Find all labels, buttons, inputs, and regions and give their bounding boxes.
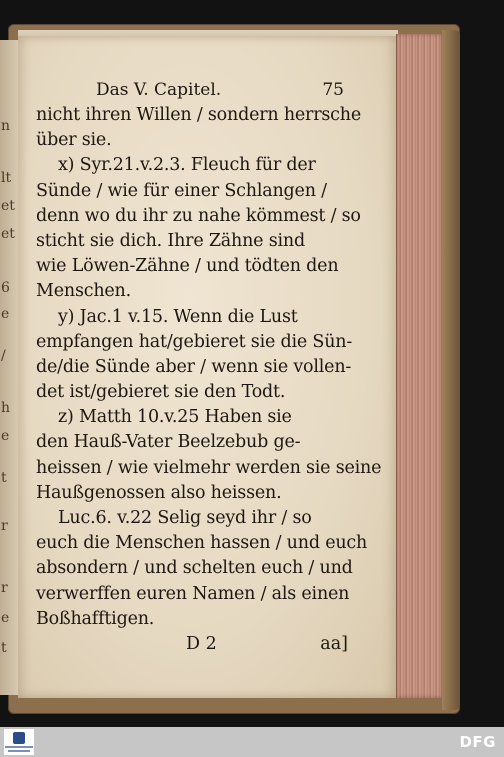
catchword: aa] (320, 634, 348, 654)
page-footer-marks (36, 634, 348, 660)
page-number: 75 (322, 80, 344, 100)
left-page-margin (0, 110, 18, 670)
text-line: Haußgenossen also heissen. (36, 482, 282, 503)
text-line: y) Jac.1 v.15. Wenn die Lust (58, 306, 298, 327)
logo-text-line (5, 746, 33, 748)
library-emblem-icon (13, 732, 25, 744)
text-line: Boßhafftigen. (36, 608, 155, 629)
cover-edge (442, 30, 460, 710)
left-page-fragment: t (1, 640, 7, 656)
left-page-fragment: n (1, 118, 11, 134)
page-text (36, 78, 382, 632)
text-line: z) Matth 10.v.25 Haben sie (58, 407, 292, 428)
left-page-fragment: / (1, 348, 6, 364)
left-page-fragment: r (1, 580, 8, 596)
left-page-fragment: r (1, 518, 8, 534)
viewer-footer-bar (0, 727, 504, 757)
text-line: wie Löwen-Zähne / und tödten den (36, 256, 339, 277)
text-lines (36, 103, 382, 632)
text-line: euch die Menschen hassen / und euch (36, 533, 368, 554)
chapter-title: Das V. Capitel. (96, 80, 222, 100)
text-line: denn wo du ihr zu nahe kömmest / so (36, 205, 361, 226)
text-line: heissen / wie vielmehr werden sie seine (36, 457, 382, 478)
text-line: den Hauß-Vater Beelzebub ge- (36, 432, 301, 453)
text-line: x) Syr.21.v.2.3. Fleuch für der (58, 155, 316, 176)
left-page-fragment: et (1, 198, 15, 214)
left-page-fragment: e (1, 610, 10, 626)
left-page-fragment: 6 (1, 280, 10, 296)
text-line: nicht ihren Willen / sondern herrsche (36, 105, 361, 125)
text-line: über sie. (36, 130, 112, 151)
text-line: sticht sie dich. Ihre Zähne sind (36, 230, 305, 251)
left-page-fragment: e (1, 428, 10, 444)
text-line: empfangen hat/gebieret sie die Sün- (36, 331, 353, 352)
text-line: Sünde / wie für einer Schlangen / (36, 180, 327, 201)
left-page-fragment: t (1, 470, 7, 486)
library-logo[interactable] (4, 729, 34, 755)
page-stack-edges (396, 34, 445, 698)
text-line: Luc.6. v.22 Selig seyd ihr / so (58, 508, 312, 528)
signature-mark: D 2 (186, 634, 217, 654)
text-line: det ist/gebieret sie den Todt. (36, 382, 286, 403)
text-line: Menschen. (36, 281, 131, 302)
text-line: verwerffen euren Namen / als einen (36, 583, 350, 604)
dfg-logo[interactable]: DFG (459, 733, 496, 751)
running-head (36, 78, 348, 103)
left-page-fragment: e (1, 306, 10, 322)
text-line: de/die Sünde aber / wenn sie vollen- (36, 356, 352, 377)
left-page-fragment: lt (1, 170, 12, 186)
left-page-fragment: h (1, 400, 11, 416)
logo-text-line (8, 750, 30, 752)
text-line: absondern / und schelten euch / und (36, 558, 353, 579)
left-page-fragment: et (1, 226, 15, 242)
